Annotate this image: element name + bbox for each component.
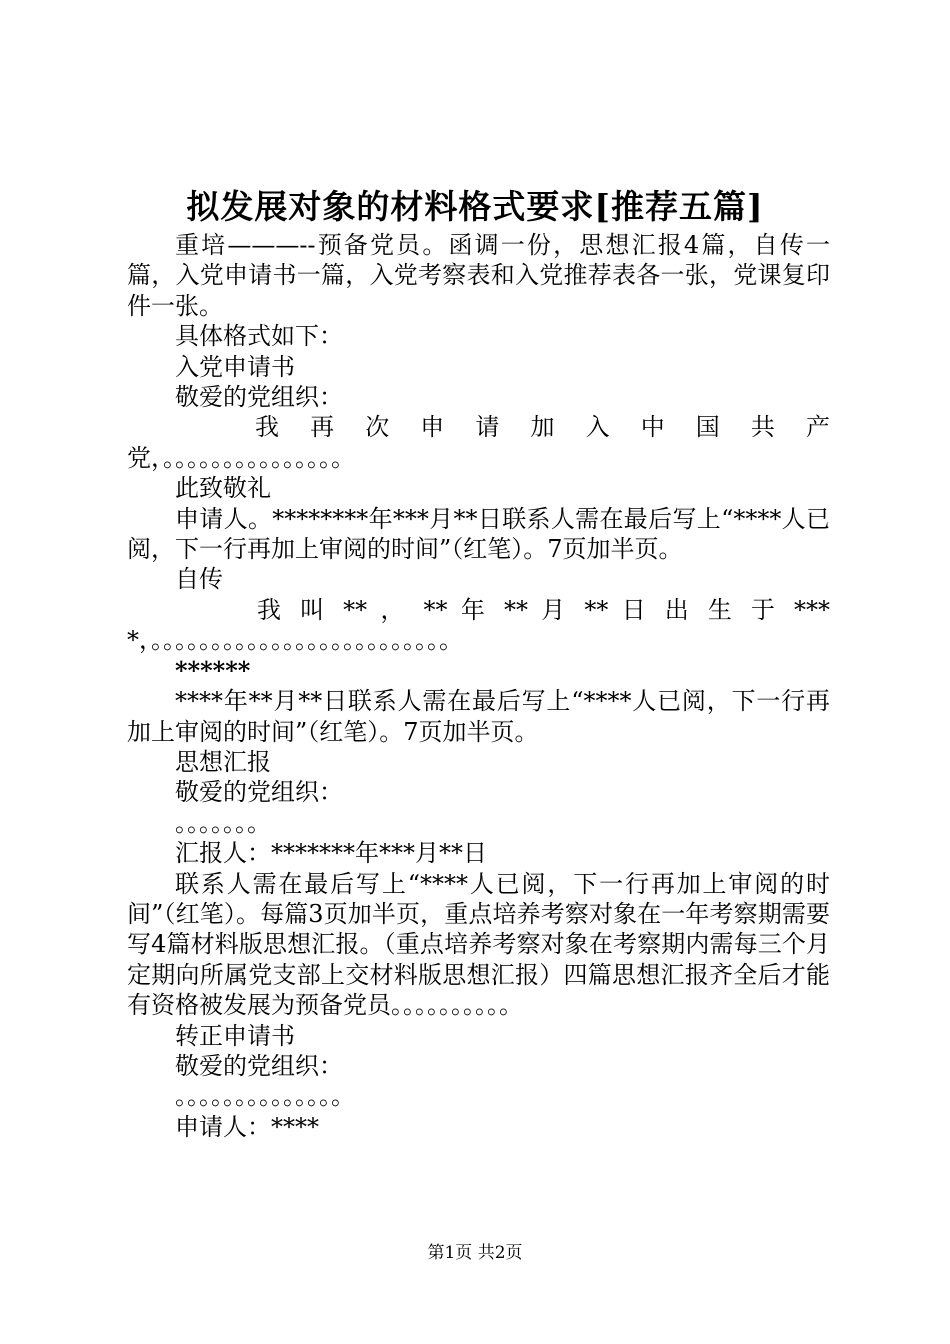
closing-salute: 此致敬礼 [175, 474, 271, 503]
salutation: 敬爱的党组织： [175, 778, 343, 807]
autobiography-body-line: 我 叫 ** ， ** 年 ** 月 ** 日 出 生 于 *** [257, 595, 830, 624]
regularization-body: 。。。。。。。。。。。。。。 [175, 1082, 355, 1111]
thought-report-body: 。。。。。。。 [175, 808, 271, 837]
application-body-line: 我 再 次 申 请 加 入 中 国 共 产 [255, 413, 830, 442]
paragraph-applicant-note: 申请人。********年***月**日联系人需在最后写上“****人已阅，下一行再加上审阅的时间”（红笔）。7页加半页。 [127, 504, 830, 564]
page-footer: 第1页 共2页 [427, 1243, 523, 1263]
section-heading-regularization: 转正申请书 [175, 1021, 295, 1050]
paragraph-intro: 重培———--预备党员。函调一份，思想汇报4篇，自传一篇，入党申请书一篇，入党考察表和入党推荐表各一张，党课复印件一张。 [127, 231, 830, 320]
paragraph-autobiography-note: ****年**月**日联系人需在最后写上“****人已阅，下一行再加上审阅的时间”（红笔）。7页加半页。 [127, 687, 830, 746]
section-heading-autobiography: 自传 [175, 565, 223, 594]
autobiography-body-continuation: *，。。。。。。。。。。。。。。。。。。。。。。。。。 [127, 626, 463, 655]
document-title: 拟发展对象的材料格式要求[推荐五篇] [186, 187, 764, 226]
section-heading-application: 入党申请书 [175, 352, 295, 381]
autobiography-signature: ****** [175, 655, 251, 685]
section-heading-thought-report: 思想汇报 [175, 747, 271, 776]
paragraph-thought-report-note: 联系人需在最后写上“****人已阅，下一行再加上审阅的时间”（红笔）。每篇3页加半页，重点培养考察对象在一年考察期需要写4篇材料版思想汇报。（重点培养考察对象在考察期内需每三个月定期向所属党支部上交材料版思想汇报）四篇思想汇报齐全后才能有资格被发展为预备党员。。。。。。。。。。 [127, 869, 830, 1020]
document-body [127, 230, 830, 1142]
application-body-continuation: 党，。。。。。。。。。。。。。。。 [127, 443, 355, 472]
paragraph-format-heading: 具体格式如下： [175, 322, 343, 351]
salutation: 敬爱的党组织： [175, 1051, 343, 1080]
applicant-line: 申请人：**** [175, 1112, 319, 1141]
salutation: 敬爱的党组织： [175, 383, 343, 412]
reporter-line: 汇报人：*******年***月**日 [175, 839, 487, 868]
